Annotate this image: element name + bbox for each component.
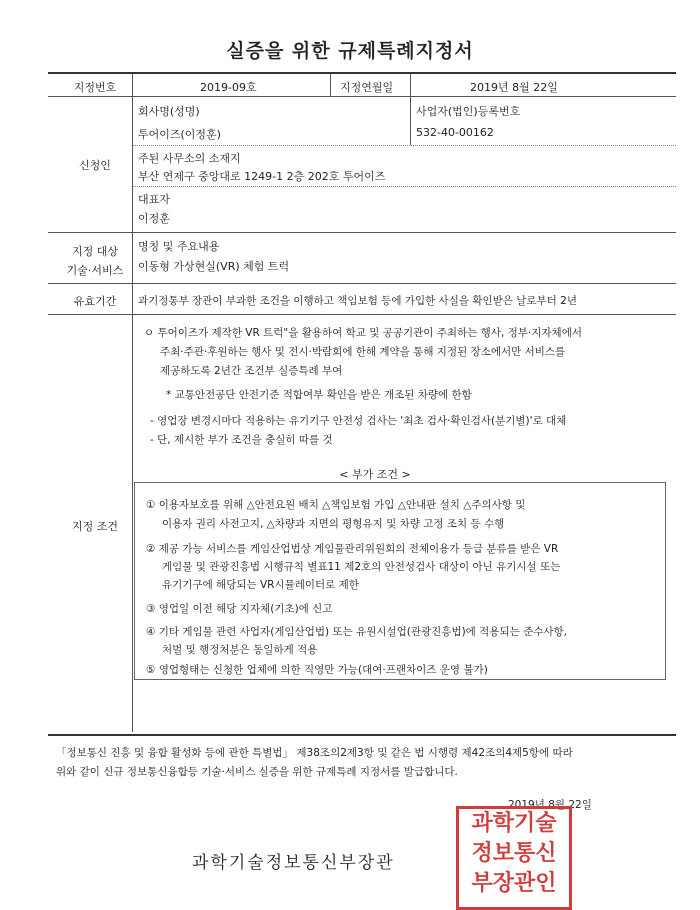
extra-condition-line: 게임물 및 관광진흥법 시행규칙 별표11 제2호의 안전성검사 대상이 아닌 유기시설 또는 — [162, 561, 561, 573]
ministry-name: 과학기술정보통신부장관 — [192, 853, 395, 873]
designation-no: 2019-09호 — [200, 81, 257, 94]
condition-sub-line: - 영업장 변경시마다 적용하는 유기기구 안전성 검사는 '최초 검사·확인검사(분기별)'로 대체 — [150, 415, 567, 427]
biz-no-value: 532-40-00162 — [416, 126, 494, 139]
condition-main-line: 주최·주관·후원하는 행사 및 전시·박람회에 한해 계약을 통해 지정된 장소에서만 서비스를 — [160, 346, 566, 358]
rep-value: 이정훈 — [138, 212, 170, 225]
extra-condition-line: ⑤ 영업형태는 신청한 업체에 의한 직영만 가능(대여·프랜차이즈 운영 불가) — [146, 664, 488, 676]
seal-text: 정보통신 — [471, 841, 557, 866]
condition-sub-line: - 단, 제시한 부가 조건을 충실히 따를 것 — [150, 434, 333, 446]
address-label: 주된 사무소의 소재지 — [138, 152, 241, 165]
extra-condition-line: 유기기구에 해당되는 VR시뮬레이터로 제한 — [162, 579, 359, 591]
issue-date: 2019년 8월 22일 — [508, 799, 592, 811]
issuance-line: 위와 같이 신규 정보통신융합등 기술·서비스 실증을 위한 규제특례 지정서를 발급합니다. — [56, 766, 458, 778]
company-value: 투어이즈(이정훈) — [138, 128, 221, 141]
rep-label: 대표자 — [138, 193, 170, 206]
validity-label: 유효기간 — [73, 295, 117, 308]
conditions-label: 지정 조건 — [71, 520, 118, 533]
extra-condition-line: ④ 기타 게임물 관련 사업자(게임산업법) 또는 유원시설업(관광진흥법)에 적용되는 준수사항, — [146, 626, 567, 638]
service-name: 이동형 가상현실(VR) 체험 트럭 — [138, 260, 290, 273]
condition-note: * 교통안전공단 안전기준 적합여부 확인을 받은 개조된 차량에 한함 — [166, 389, 472, 401]
legal-basis-line: 「정보통신 진흥 및 융합 활성화 등에 관한 특별법」 제38조의2제3항 및 같은 법 시행령 제42조의4제5항에 따라 — [56, 747, 573, 759]
extra-conditions-title: < 부가 조건 > — [310, 466, 440, 482]
condition-main-line: ㅇ 투어이즈가 제작한 VR 트럭"을 활용하여 학교 및 공공기관이 주최하는 행사, 정부·지자체에서 — [144, 327, 582, 339]
official-seal — [456, 806, 572, 910]
service-name-label: 명칭 및 주요내용 — [138, 240, 220, 253]
condition-main-line: 제공하도록 2년간 조건부 실증특례 부여 — [160, 365, 343, 377]
seal-text: 과학기술 — [471, 811, 557, 836]
applicant-label: 신청인 — [79, 159, 111, 172]
designation-no-label: 지정번호 — [73, 81, 117, 94]
document-title: 실증을 위한 규제특례지정서 — [226, 40, 474, 62]
extra-condition-line: ③ 영업일 이전 해당 지자체(기초)에 신고 — [146, 603, 333, 615]
extra-condition-line: ① 이용자보호를 위해 △안전요원 배치 △책임보험 가입 △안내판 설치 △주의사항 및 — [146, 499, 526, 511]
extra-condition-line: 이용자 권리 사전고지, △차량과 지면의 평형유지 및 차량 고정 조치 등 수행 — [162, 518, 505, 530]
seal-text: 부장관인 — [471, 871, 557, 896]
service-label-2: 기술·서비스 — [66, 264, 124, 277]
designation-date: 2019년 8월 22일 — [470, 81, 558, 94]
designation-date-label: 지정연월일 — [340, 81, 394, 94]
company-label: 회사명(성명) — [138, 105, 200, 118]
validity-text: 과기정통부 장관이 부과한 조건을 이행하고 책임보험 등에 가입한 사실을 확인받은 날로부터 2년 — [138, 295, 577, 307]
biz-no-label: 사업자(법인)등록번호 — [416, 105, 521, 118]
address-value: 부산 연제구 중앙대로 1249-1 2층 202호 투어이즈 — [138, 170, 386, 183]
extra-condition-line: 처벌 및 행정처분은 동일하게 적용 — [162, 644, 318, 656]
extra-condition-line: ② 제공 가능 서비스를 게임산업법상 게임물관리위원회의 전체이용가 등급 분류를 받은 VR — [146, 543, 559, 555]
service-label-1: 지정 대상 — [71, 245, 118, 258]
